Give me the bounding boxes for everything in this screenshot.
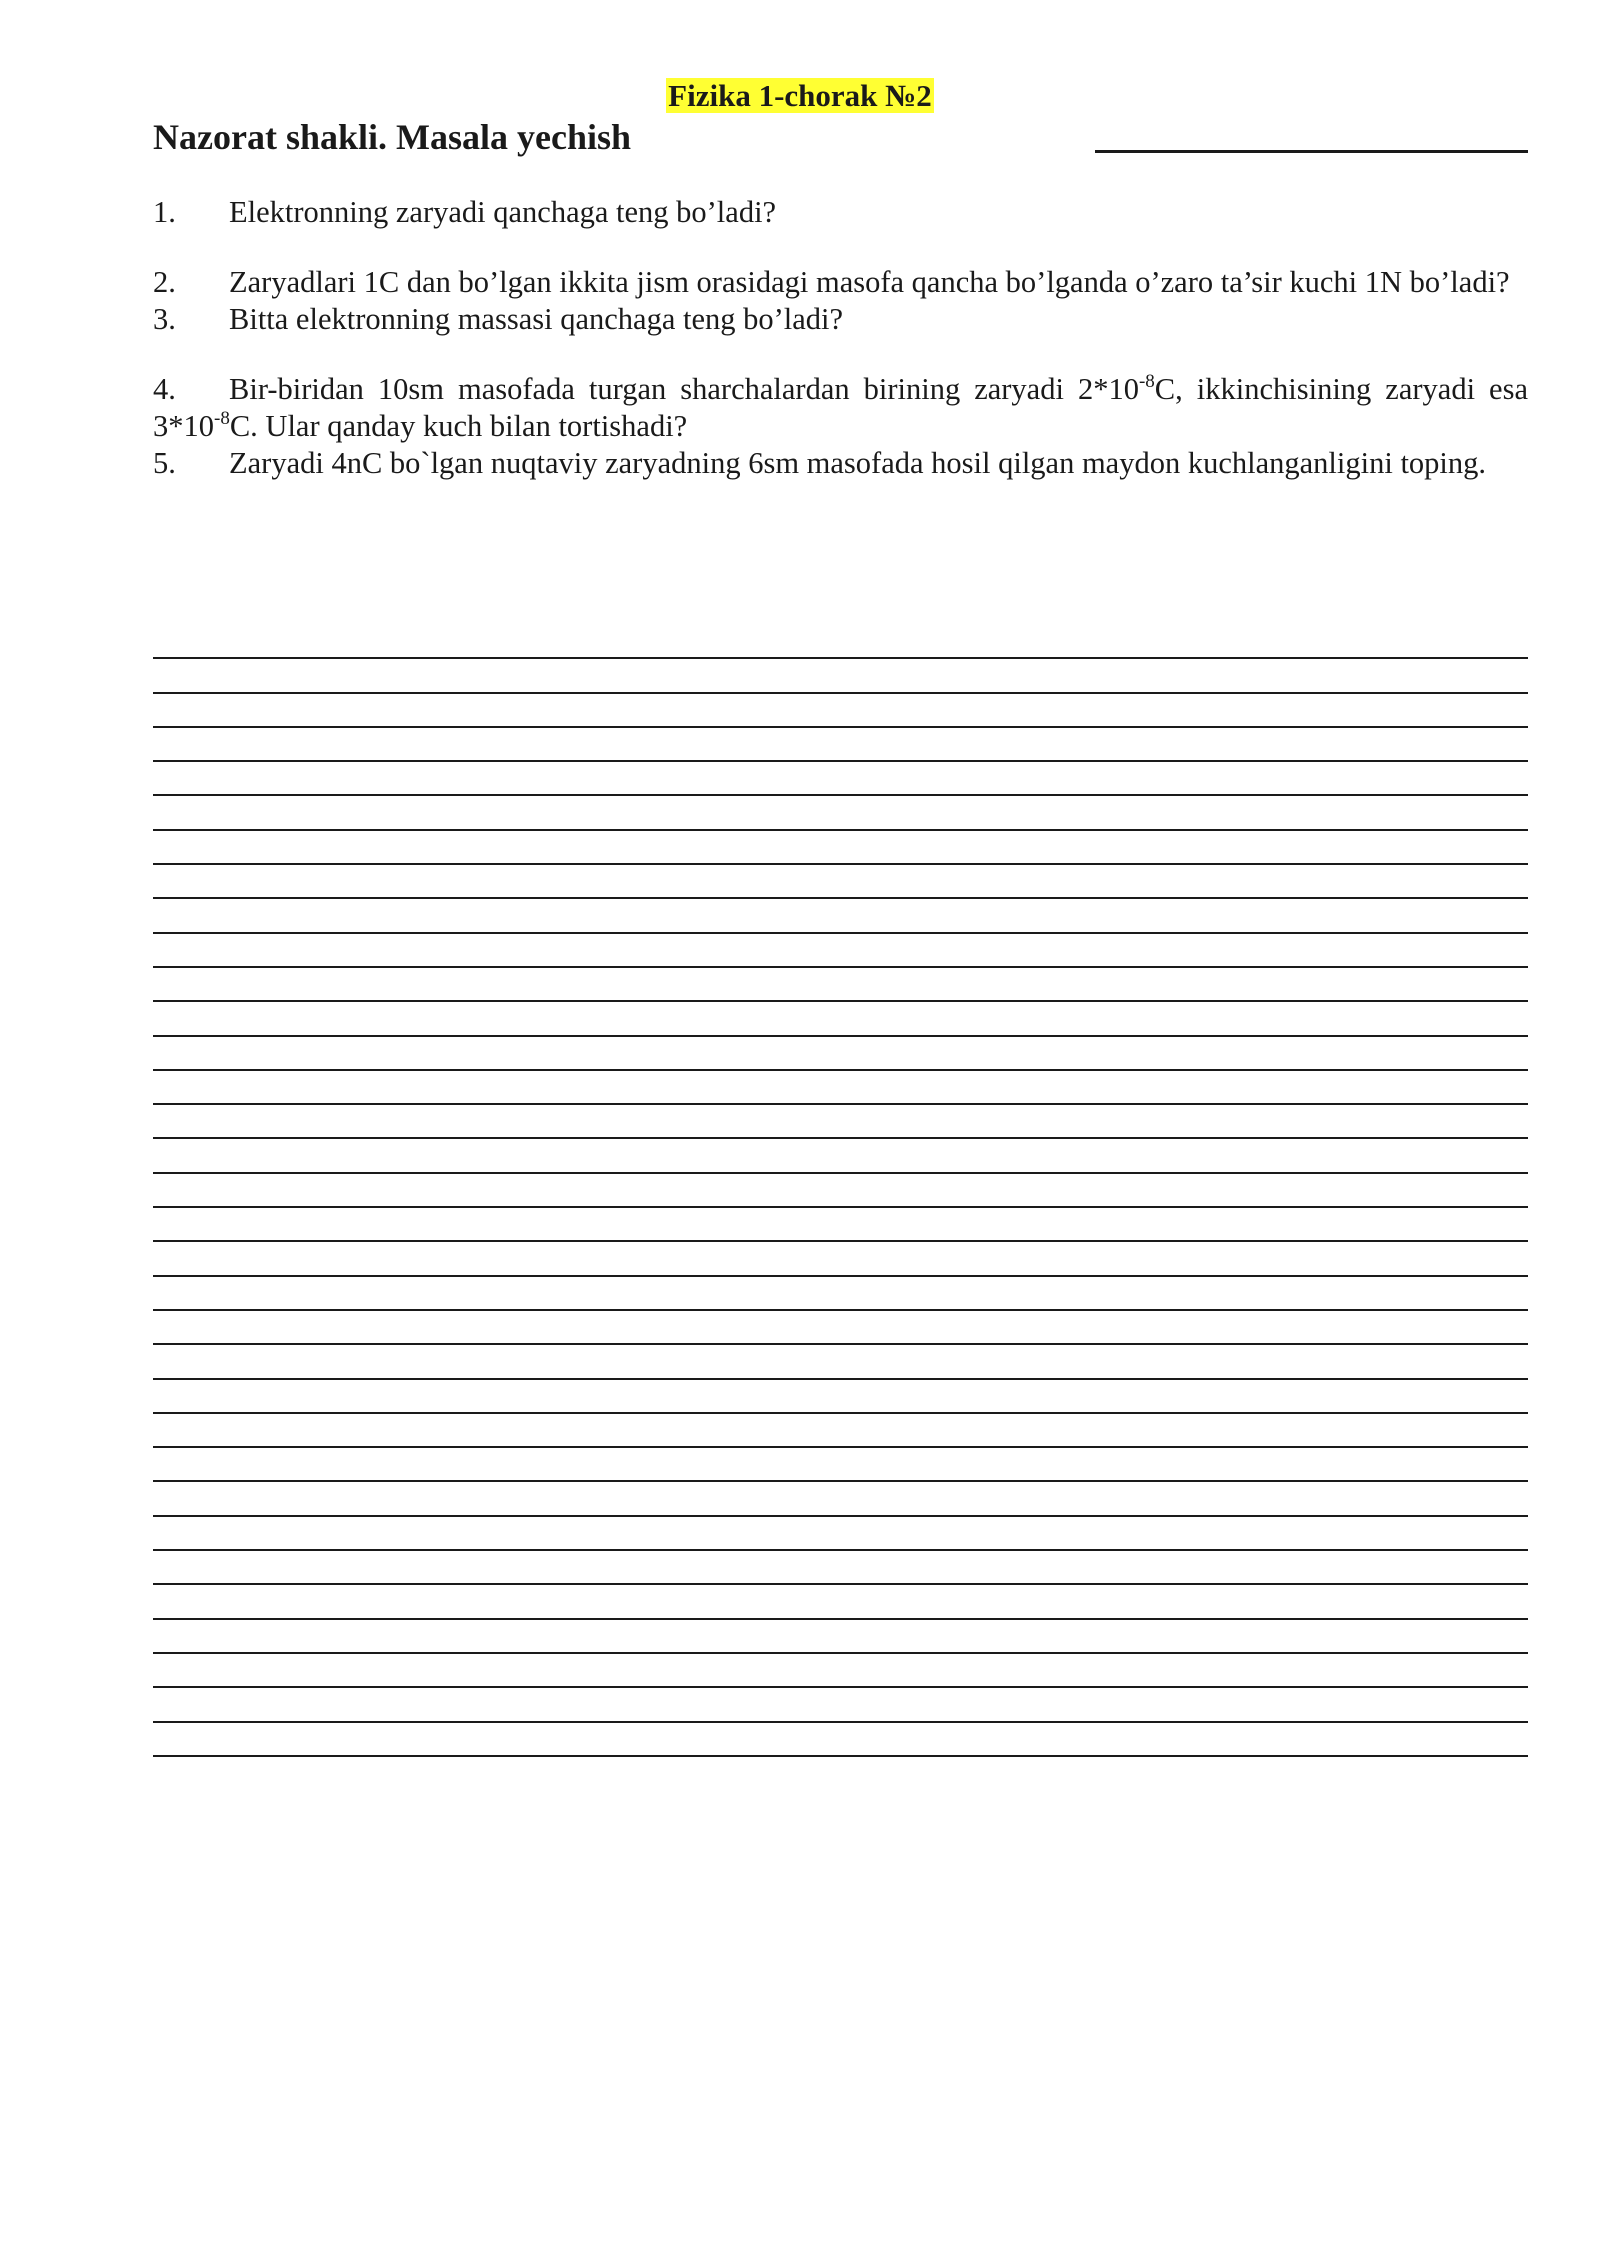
question-text: Bitta elektronning massasi qanchaga teng bo’ladi? [229, 302, 844, 336]
question-3 [153, 301, 1528, 338]
answer-line[interactable] [153, 1139, 1528, 1173]
exponent: -8 [1138, 371, 1155, 392]
answer-line[interactable] [153, 1277, 1528, 1311]
answer-line[interactable] [153, 865, 1528, 899]
answer-line[interactable] [153, 1105, 1528, 1139]
answer-line[interactable] [153, 1174, 1528, 1208]
question-text-part: Bir-biridan 10sm masofada turgan sharchalardan birining zaryadi 2*10 [229, 372, 1139, 406]
question-number: 2. [153, 265, 176, 299]
answer-line[interactable] [153, 796, 1528, 830]
answer-line[interactable] [153, 831, 1528, 865]
answer-line[interactable] [153, 1242, 1528, 1276]
answer-line[interactable] [153, 1345, 1528, 1379]
answer-line[interactable] [153, 1517, 1528, 1551]
question-4 [153, 371, 1528, 445]
answer-area[interactable] [153, 625, 1528, 1757]
question-text: Zaryadlari 1C dan bo’lgan ikkita jism orasidagi masofa qancha bo’lganda o’zaro ta’sir kuchi 1N bo’ladi? [229, 265, 1510, 299]
answer-line[interactable] [153, 1208, 1528, 1242]
answer-line[interactable] [153, 1551, 1528, 1585]
question-text-part: C. Ular qanday kuch bilan tortishadi? [229, 409, 688, 443]
answer-line[interactable] [153, 1688, 1528, 1722]
answer-line[interactable] [153, 625, 1528, 659]
answer-line[interactable] [153, 762, 1528, 796]
answer-line[interactable] [153, 899, 1528, 933]
answer-line[interactable] [153, 968, 1528, 1002]
question-text: Elektronning zaryadi qanchaga teng bo’ladi? [229, 195, 777, 229]
question-2 [153, 264, 1528, 301]
answer-line[interactable] [153, 1414, 1528, 1448]
name-blank-line[interactable] [1095, 150, 1528, 153]
answer-line[interactable] [153, 934, 1528, 968]
answer-line[interactable] [153, 1071, 1528, 1105]
answer-line[interactable] [153, 1380, 1528, 1414]
question-number: 4. [153, 372, 176, 406]
question-text: Zaryadi 4nC bo`lgan nuqtaviy zaryadning 6sm masofada hosil qilgan maydon kuchlanganligini toping. [229, 446, 1487, 480]
answer-line[interactable] [153, 1723, 1528, 1757]
answer-line[interactable] [153, 1037, 1528, 1071]
answer-line[interactable] [153, 1311, 1528, 1345]
question-1 [153, 194, 1528, 231]
question-number: 3. [153, 302, 176, 336]
answer-line[interactable] [153, 694, 1528, 728]
answer-line[interactable] [153, 1585, 1528, 1619]
answer-line[interactable] [153, 1482, 1528, 1516]
answer-line[interactable] [153, 728, 1528, 762]
page-title [0, 76, 1600, 116]
answer-line[interactable] [153, 1002, 1528, 1036]
question-number: 5. [153, 446, 176, 480]
question-text-part: C, ikkinchisining zaryadi esa 3*10 [153, 372, 1529, 443]
question-list [153, 194, 1528, 482]
answer-line[interactable] [153, 1620, 1528, 1654]
answer-line[interactable] [153, 659, 1528, 693]
question-5 [153, 445, 1528, 482]
title-highlight: Fizika 1-chorak №2 [668, 78, 932, 113]
answer-line[interactable] [153, 1654, 1528, 1688]
question-number: 1. [153, 195, 176, 229]
exponent: -8 [214, 408, 230, 429]
page-subtitle: Nazorat shakli. Masala yechish [153, 117, 632, 157]
answer-line[interactable] [153, 1448, 1528, 1482]
